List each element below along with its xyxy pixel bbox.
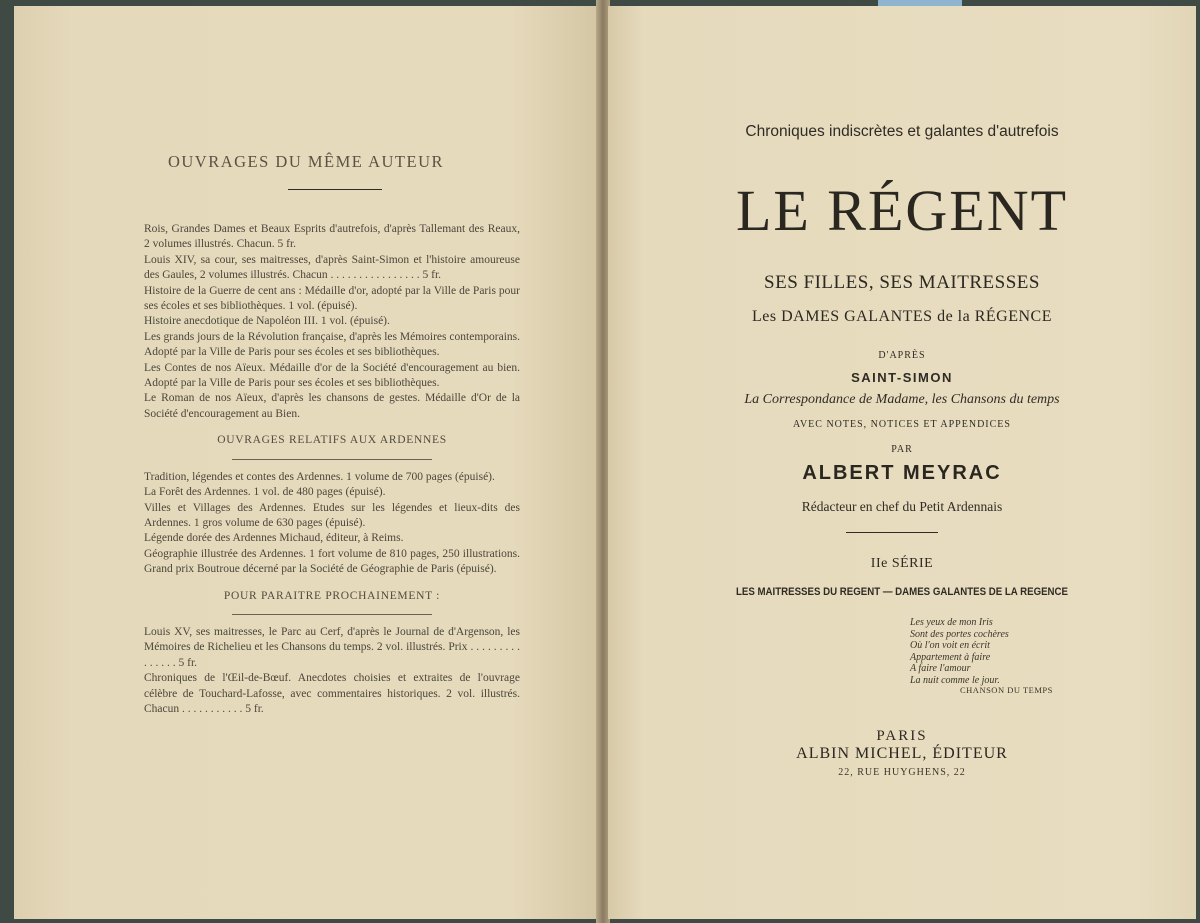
publisher-name: ALBIN MICHEL, ÉDITEUR [796, 745, 1008, 762]
ardennes-item: Villes et Villages des Ardennes. Etudes sur les légendes et lieux-dits des Ardennes. 1 gros volume de 630 pages (épuisé). [144, 501, 520, 529]
poem-line: Les yeux de mon Iris [910, 617, 993, 628]
poem-line: A faire l'amour [910, 663, 971, 675]
book-title: LE RÉGENT [735, 178, 1069, 243]
publisher-city: PARIS [876, 728, 928, 744]
source-author: SAINT-SIMON [851, 370, 953, 385]
series-title: Chroniques indiscrètes et galantes d'autrefois [745, 123, 1059, 140]
par-label: PAR [891, 444, 913, 455]
sources-line: La Correspondance de Madame, les Chansons du temps [744, 392, 1060, 407]
section-divider [232, 459, 432, 460]
work-item: Les Contes de nos Aïeux. Médaille d'or de la Société d'encouragement au bien. Adopté par la Ville de Paris pour ses écoles et ses bibliothèques. [144, 361, 520, 390]
heading-rule [288, 189, 382, 190]
ardennes-item: La Forêt des Ardennes. 1 vol. de 480 pages (épuisé). [144, 486, 386, 499]
work-item: Histoire anecdotique de Napoléon III. 1 vol. (épuisé). [144, 315, 390, 328]
section-divider [232, 614, 432, 615]
title-rule [846, 532, 938, 533]
forthcoming-item: Chroniques de l'Œil-de-Bœuf. Anecdotes choisies et extraites de l'ouvrage célèbre de Touchard-Lafosse, avec commentaires historiques. 2 vol. illustrés. Chacun . . . . . . . . . . . 5 fr. [144, 672, 520, 715]
right-page [608, 6, 1196, 919]
poem-line: Sont des portes cochères [910, 628, 1009, 640]
notes-line: AVEC NOTES, NOTICES ET APPENDICES [793, 419, 1011, 430]
author-name: ALBERT MEYRAC [802, 462, 1002, 484]
ardennes-item: Géographie illustrée des Ardennes. 1 fort volume de 810 pages, 250 illustrations. Grand prix Boutroue décerné par la Société de Géographie de Paris (épuisé). [144, 547, 520, 576]
poem-line: La nuit comme le jour. [910, 674, 1000, 686]
subtitle-2: Les DAMES GALANTES de la RÉGENCE [752, 308, 1052, 325]
author-role: Rédacteur en chef du Petit Ardennais [801, 499, 1003, 514]
section-title-ardennes: OUVRAGES RELATIFS AUX ARDENNES [217, 434, 447, 447]
series-line: LES MAITRESSES DU REGENT — DAMES GALANTES DE LA REGENCE [735, 586, 1069, 598]
forthcoming-item: Louis XV, ses maitresses, le Parc au Cerf, d'après le Journal de d'Argenson, les Mémoires de Richelieu et les Chansons du temps. 2 vol. illustrés. Prix . . . . . . . . . . . . . . . 5 fr. [144, 625, 520, 669]
ardennes-item: Légende dorée des Ardennes Michaud, éditeur, à Reims. [144, 532, 404, 545]
poem-line: Où l'on voit en écrit [910, 640, 990, 652]
publisher-address: 22, RUE HUYGHENS, 22 [838, 767, 966, 778]
ardennes-item: Tradition, légendes et contes des Ardennes. 1 volume de 700 pages (épuisé). [144, 470, 495, 483]
left-page-heading: OUVRAGES DU MÊME AUTEUR [167, 152, 445, 171]
dapres-label: D'APRÈS [878, 350, 926, 361]
series-number: IIe SÉRIE [870, 556, 934, 571]
work-item: Louis XIV, sa cour, ses maitresses, d'après Saint-Simon et l'histoire amoureuse des Gaules, 2 volumes illustrés. Chacun . . . . . . . . . . . . . . . . 5 fr. [144, 253, 520, 282]
work-item: Le Roman de nos Aïeux, d'après les chansons de gestes. Médaille d'Or de la Société d'encouragement au Bien. [144, 392, 520, 420]
left-page [14, 6, 598, 919]
poem-line: Appartement à faire [910, 651, 991, 663]
subtitle-1: SES FILLES, SES MAITRESSES [764, 272, 1040, 293]
poem-credit: CHANSON DU TEMPS [960, 685, 1053, 695]
work-item: Rois, Grandes Dames et Beaux Esprits d'autrefois, d'après Tallemant des Reaux, 2 volumes illustrés. Chacun. 5 fr. [144, 223, 520, 251]
epigraph-poem [910, 617, 1009, 687]
section-title-forthcoming: POUR PARAITRE PROCHAINEMENT : [223, 589, 441, 602]
work-item: Les grands jours de la Révolution française, d'après les Mémoires contemporains. Adopté par la Ville de Paris pour ses écoles et ses bibliothèques. [144, 330, 520, 359]
work-item: Histoire de la Guerre de cent ans : Médaille d'or, adopté par la Ville de Paris pour ses écoles et ses bibliothèques. 1 vol. (épuisé). [144, 284, 520, 313]
works-list [144, 222, 520, 717]
